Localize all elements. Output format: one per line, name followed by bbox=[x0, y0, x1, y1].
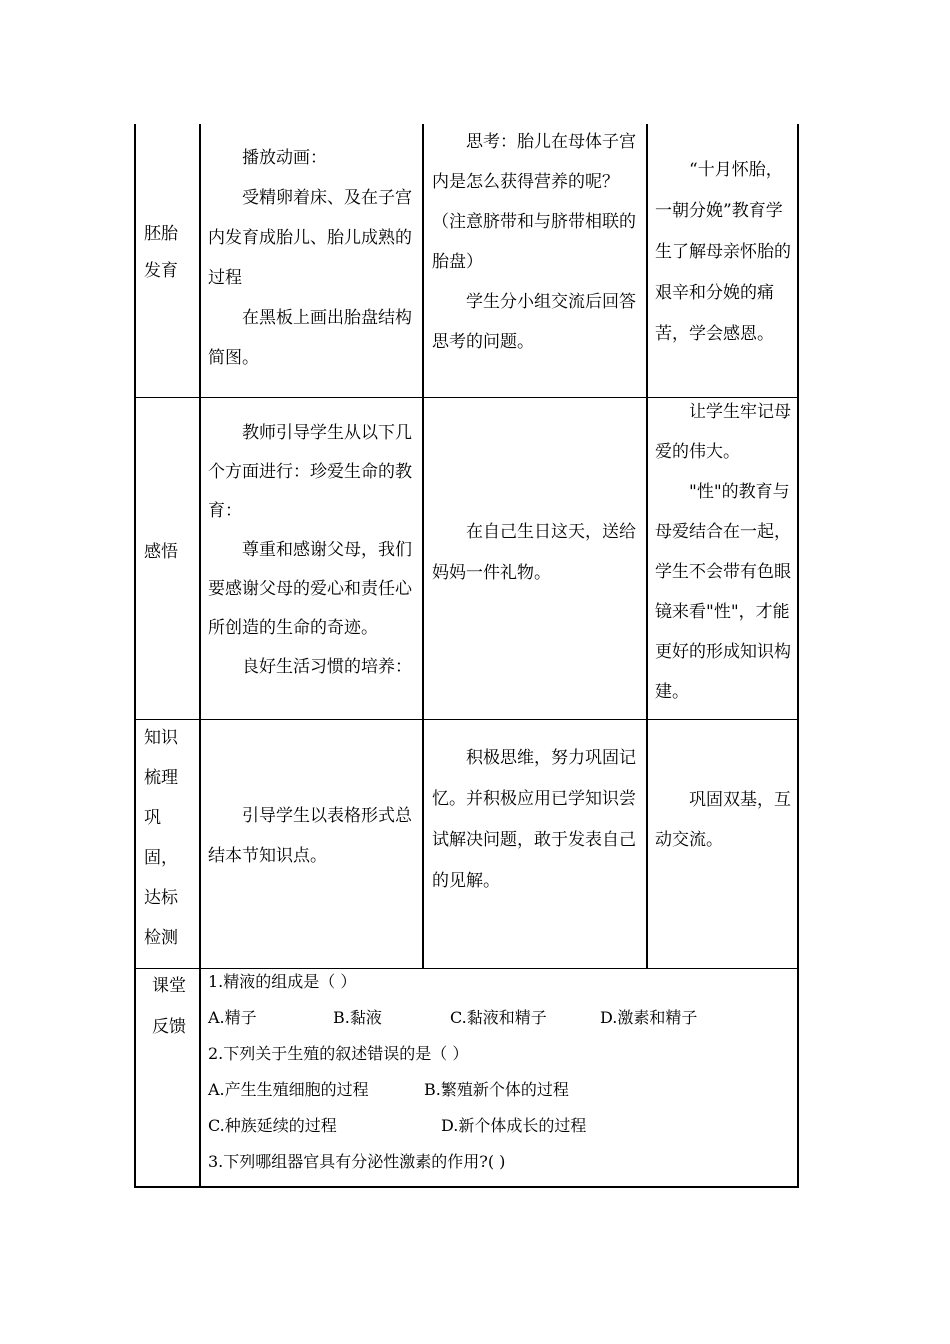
q2-option-d: D.新个体成长的过程 bbox=[441, 1116, 587, 1135]
question-1: 1.精液的组成是（ ） bbox=[208, 972, 357, 991]
row2-teacher bbox=[208, 414, 414, 687]
row3-label-line6: 检测 bbox=[144, 928, 178, 948]
q1-option-d: D.激素和精子 bbox=[600, 1008, 698, 1027]
q2-option-b: B.繁殖新个体的过程 bbox=[424, 1080, 569, 1099]
column-divider-1 bbox=[199, 124, 201, 1188]
row1-purpose bbox=[655, 150, 791, 355]
question-2-options-row2 bbox=[208, 1108, 793, 1144]
row1-teacher bbox=[208, 138, 414, 378]
row3-teacher-p1: 引导学生以表格形式总结本节知识点。 bbox=[208, 806, 412, 866]
feedback-label-line2: 反馈 bbox=[152, 1017, 186, 1037]
feedback-label bbox=[152, 966, 196, 1048]
row1-student bbox=[432, 122, 638, 362]
question-2-options-row1 bbox=[208, 1072, 793, 1108]
row3-label-line5: 达标 bbox=[144, 888, 178, 908]
row2-student-p1: 在自己生日这天，送给妈妈一件礼物。 bbox=[432, 522, 636, 583]
row3-label bbox=[144, 718, 194, 958]
row2-purpose bbox=[655, 392, 791, 712]
row3-label-line3: 巩 bbox=[144, 808, 161, 828]
row1-label-line2: 发育 bbox=[144, 261, 178, 281]
table-left-border bbox=[134, 124, 136, 1188]
row2-teacher-p1: 教师引导学生从以下几个方面进行：珍爱生命的教育： bbox=[208, 423, 412, 521]
row1-label-line1: 胚胎 bbox=[144, 224, 178, 244]
row2-purpose-p2: "性"的教育与母爱结合在一起，学生不会带有色眼镜来看"性"，才能更好的形成知识构建。 bbox=[655, 482, 791, 702]
q1-option-c: C.黏液和精子 bbox=[450, 1008, 547, 1027]
row1-teacher-p1: 播放动画： bbox=[242, 148, 327, 168]
table-right-border bbox=[797, 124, 799, 1188]
row3-purpose bbox=[655, 780, 791, 860]
question-3: 3.下列哪组器官具有分泌性激素的作用?( ) bbox=[208, 1152, 506, 1171]
row2-purpose-p1: 让学生牢记母爱的伟大。 bbox=[655, 402, 791, 462]
row3-teacher bbox=[208, 796, 414, 876]
row1-teacher-p3: 在黑板上画出胎盘结构简图。 bbox=[208, 308, 412, 368]
column-divider-3 bbox=[646, 124, 648, 969]
q2-option-c: C.种族延续的过程 bbox=[208, 1116, 337, 1135]
question-1-options bbox=[208, 1000, 793, 1036]
q1-option-a: A.精子 bbox=[208, 1008, 257, 1027]
row3-label-line1: 知识 bbox=[144, 728, 178, 748]
row2-label bbox=[144, 532, 194, 573]
row2-teacher-p3: 良好生活习惯的培养： bbox=[242, 657, 412, 677]
row3-student bbox=[432, 738, 638, 902]
row1-label bbox=[144, 216, 194, 290]
row3-label-line4: 固， bbox=[144, 848, 178, 868]
row3-purpose-p1: 巩固双基，互动交流。 bbox=[655, 790, 791, 850]
q2-option-a: A.产生生殖细胞的过程 bbox=[208, 1080, 369, 1099]
row3-label-line2: 梳理 bbox=[144, 768, 178, 788]
q1-option-b: B.黏液 bbox=[333, 1008, 382, 1027]
row2-teacher-p2: 尊重和感谢父母，我们要感谢父母的爱心和责任心所创造的生命的奇迹。 bbox=[208, 540, 412, 638]
row-divider-2 bbox=[134, 719, 799, 720]
feedback-content bbox=[208, 964, 793, 1180]
row2-student bbox=[432, 512, 638, 594]
row1-purpose-p1: “十月怀胎，一朝分娩”教育学生了解母亲怀胎的艰辛和分娩的痛苦，学会感恩。 bbox=[655, 160, 791, 344]
table-bottom-border bbox=[134, 1186, 799, 1188]
feedback-label-line1: 课堂 bbox=[152, 976, 186, 996]
row1-student-p1: 思考：胎儿在母体子宫内是怎么获得营养的呢？（注意脐带和与脐带相联的胎盘） bbox=[432, 132, 636, 272]
question-2: 2.下列关于生殖的叙述错误的是（ ） bbox=[208, 1044, 469, 1063]
row3-student-p1: 积极思维，努力巩固记忆。并积极应用已学知识尝试解决问题，敢于发表自己的见解。 bbox=[432, 748, 636, 891]
column-divider-2 bbox=[422, 124, 424, 969]
row2-label-line1: 感悟 bbox=[144, 542, 178, 562]
row1-student-p2: 学生分小组交流后回答思考的问题。 bbox=[432, 292, 636, 352]
row1-teacher-p2: 受精卵着床、及在子宫内发育成胎儿、胎儿成熟的过程 bbox=[208, 188, 412, 288]
